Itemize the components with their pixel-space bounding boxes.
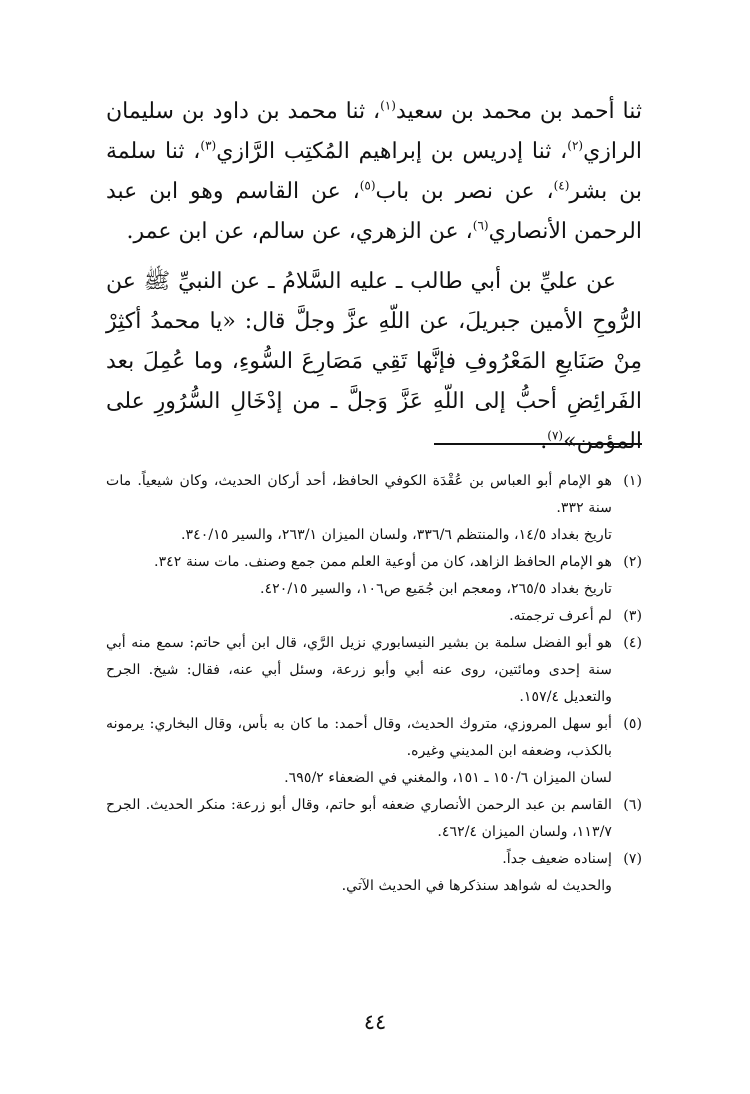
footnote-line: تاريخ بغداد ١٤/٥، والمنتظم ٣٣٦/٦، ولسان الميزان ٢٦٣/١، والسير ٣٤٠/١٥. [180, 527, 612, 543]
footnote-line: لسان الميزان ١٥٠/٦ ـ ١٥١، والمغني في الضعفاء ٦٩٥/٢. [284, 770, 612, 786]
footnotes [106, 468, 642, 900]
footnote-body [106, 468, 612, 549]
footnote-number: (٤) [623, 635, 642, 651]
footnote-number: (٧) [623, 851, 642, 867]
main-text [106, 92, 642, 462]
footnote-line: والحديث له شواهد سنذكرها في الحديث الآتي. [341, 878, 612, 894]
footnote-ref-2: (٢) [567, 138, 584, 153]
footnote-item [106, 630, 642, 711]
footnote-ref-1: (١) [380, 98, 396, 113]
footnote-number: (٣) [623, 608, 642, 624]
footnote-line: لم أعرف ترجمته. [509, 608, 612, 624]
hadith-paragraph: عن عليِّ بن أبي طالب ـ عليه السَّلامُ ـ عن النبيِّ ﷺ عن الرُّوحِ الأمين جبريلَ، عن اللّهِ عزَّ وجلَّ قال: «يا محمدُ أكثِرْ مِنْ صَنَايعِ المَعْرُوفِ فإنَّها تَقِي مَصَارِعَ السُّوءِ، وما عُمِلَ بعد الفَرائِضِ أحبُّ إلى اللّهِ عَزَّ وَجلَّ ـ من إدْخَالِ السُّرُورِ على المؤمن»$^{(٧)}$. [106, 269, 642, 454]
footnote-number: (٢) [623, 554, 642, 570]
footnote-line: القاسم بن عبد الرحمن الأنصاري ضعفه أبو حاتم، وقال أبو زرعة: منكر الحديث. الجرح ١١٣/٧، ولسان الميزان ٤٦٢/٤. [106, 797, 612, 840]
footnote-ref-6: (٦) [472, 218, 489, 233]
footnote-item [106, 549, 642, 603]
footnote-number: (١) [623, 473, 642, 489]
footnote-ref-4: (٤) [553, 178, 570, 193]
footnote-body [106, 630, 612, 711]
footnote-line: هو الإمام الحافظ الزاهد، كان من أوعية العلم ممن جمع وصنف. مات سنة ٣٤٢. [154, 554, 612, 570]
footnote-body [106, 711, 612, 792]
footnote-number: (٦) [623, 797, 642, 813]
footnote-line: هو أبو الفضل سلمة بن بشير النيسابوري نزيل الرَّي، قال ابن أبي حاتم: سمع منه أبي سنة إحدى ومائتين، روى عنه أبي وأبو زرعة، وسئل أبي عنه، فقال: شيخ. الجرح والتعديل ١٥٧/٤. [106, 635, 612, 705]
footnote-line: تاريخ بغداد ٢٦٥/٥، ومعجم ابن جُمَيع ص١٠٦، والسير ٤٢٠/١٥. [260, 581, 612, 597]
footnote-body [106, 792, 612, 846]
footnote-item [106, 468, 642, 549]
footnote-item [106, 792, 642, 846]
isnad-paragraph: ثنا أحمد بن محمد بن سعيد$^{(١)}$، ثنا محمد بن داود بن سليمان الرازي$^{(٢)}$، ثنا إدريس بن إبراهيم المُكتِب الرَّازي$^{(٣)}$، ثنا سلمة بن بشر$^{(٤)}$، عن نصر بن باب$^{(٥)}$، عن القاسم وهو ابن عبد الرحمن الأنصاري$^{(٦)}$، عن الزهري، عن سالم، عن ابن عمر. [106, 98, 643, 244]
footnote-item [106, 603, 642, 630]
footnote-item [106, 846, 642, 900]
footnote-body [106, 549, 612, 603]
footnote-line: أبو سهل المروزي، متروك الحديث، وقال أحمد: ما كان به بأس، وقال البخاري: يرمونه بالكذب، وضعفه ابن المديني وغيره. [106, 716, 612, 759]
footnote-line: إسناده ضعيف جداً. [502, 851, 612, 867]
footnote-ref-3: (٣) [200, 138, 217, 153]
footnote-line: هو الإمام أبو العباس بن عُقْدَة الكوفي الحافظ، أحد أركان الحديث، وكان شيعياً. مات سنة ٣٣٢. [106, 473, 612, 516]
footnote-number: (٥) [623, 716, 642, 732]
footnote-body [106, 846, 612, 900]
footnote-item [106, 711, 642, 792]
footnote-ref-7: (٧) [547, 428, 564, 443]
footnote-body [106, 603, 612, 630]
footnote-ref-5: (٥) [359, 178, 376, 193]
page-number: ٤٤ [363, 1010, 387, 1034]
footnote-separator [434, 443, 642, 445]
